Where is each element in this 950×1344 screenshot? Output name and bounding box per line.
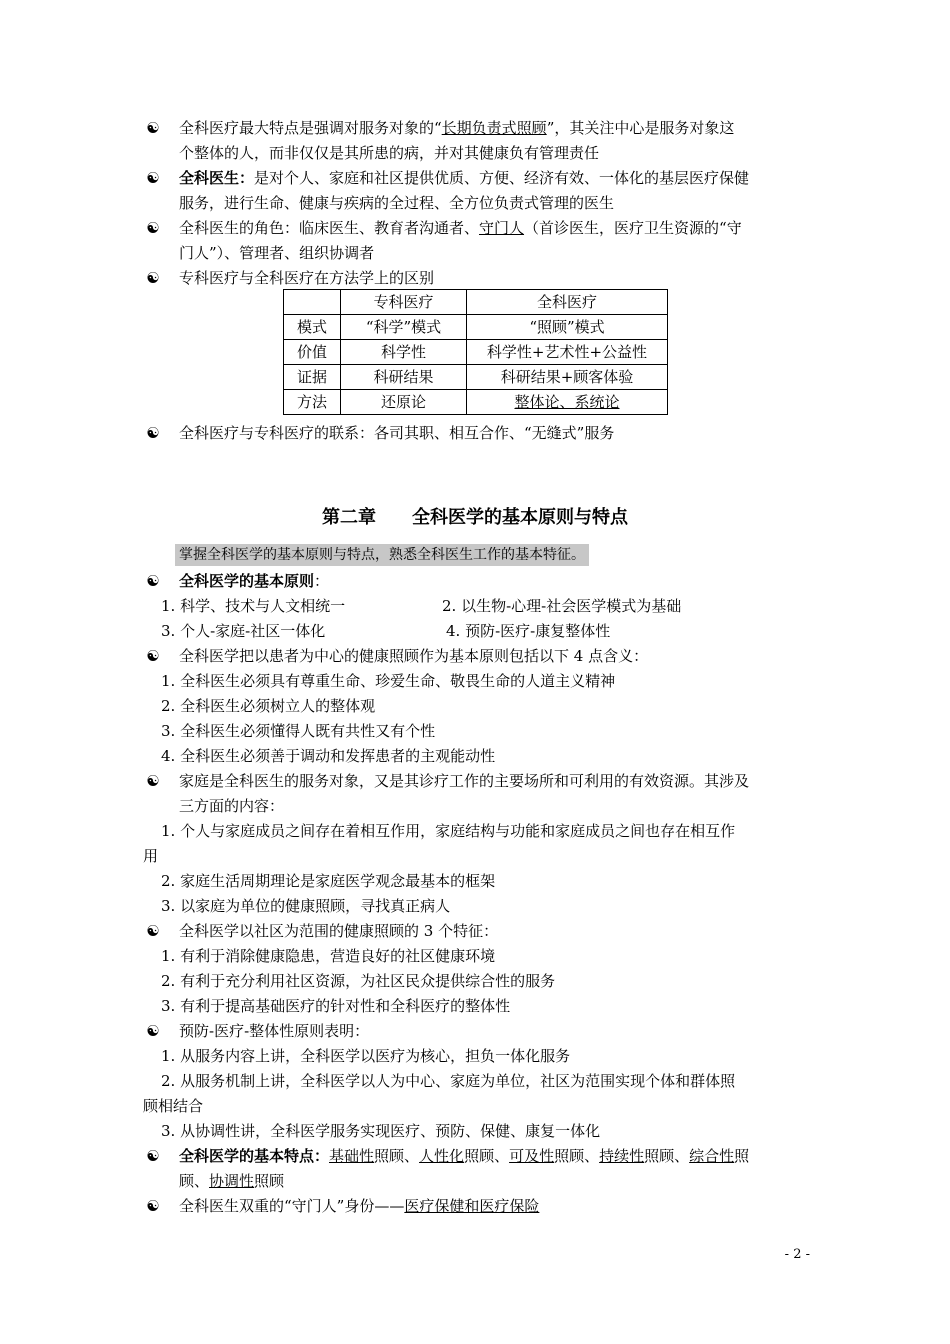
table-row: 价值 科学性 科学性+艺术性+公益性 [284,340,668,365]
yin-yang-icon: ☯ [146,219,160,237]
yin-yang-icon: ☯ [146,647,160,665]
yin-yang-icon: ☯ [146,1022,160,1040]
table-row: 模式 “科学”模式 “照顾”模式 [284,315,668,340]
chapter-heading: 第二章 全科医学的基本原则与特点 [322,507,628,528]
yin-yang-icon: ☯ [146,269,160,287]
document-page: ☯ 全科医疗最大特点是强调对服务对象的“长期负责式照顾”，其关注中心是服务对象这 个整体的人，而非仅仅是其所患的病，并对其健康负有管理责任 ☯ 全科医生：是对个人、家庭和社区提供优质、方便、经济有效、一体化的基层医疗保健 服务，进行生命、健康与疾病的全过程、全方位负责式管理的医生 ☯ 全科医生的角色：临床医生、教育者沟通者、守门人（首诊医生，医疗卫生资源的“守 门人”）、管理者、组织协调者 ☯ 专科医疗与全科医疗在方法学上的区别 专科医疗 全科医疗 模式 “科学”模式 “照顾”模式 价值 科学性 科学性+艺术性+公益性 证据 科研结果 科研结果+顾客体验 方法 还原论 整体论、系统论 ☯ 全科医疗与专科医疗的联系：各司其职、相互合作、“无缝式”服务 第二章 全科医学的基本原则与特点 掌握全科医学的基本原则与特点，熟悉全科医生工作的基本特征。 ☯ 全科医学的基本原则： 1. 科学、技术与人文相统一 2. 以生物-心理-社会医学模式为基础 3. 个人-家庭-社区一体化 4. 预防-医疗-康复整体性 ☯ 全科医学把以患者为中心的健康照顾作为基本原则包括以下 4 点含义： 1. 全科医生必须具有尊重生命、珍爱生命、敬畏生命的人道主义精神 2. 全科医生必须树立人的整体观 3. 全科医生必须懂得人既有共性又有个性 4. 全科医生必须善于调动和发挥患者的主观能动性 ☯ 家庭是全科医生的服务对象，又是其诊疗工作的主要场所和可利用的有效资源。其涉及 三方面的内容： 1. 个人与家庭成员之间存在着相互作用，家庭结构与功能和家庭成员之间也存在相互作 用 2. 家庭生活周期理论是家庭医学观念最基本的框架 3. 以家庭为单位的健康照顾，寻找真正病人 ☯ 全科医学以社区为范围的健康照顾的 3 个特征： 1. 有利于消除健康隐患，营造良好的社区健康环境 2. 有利于充分利用社区资源，为社区民众提供综合性的服务 3. 有利于提高基础医疗的针对性和全科医疗的整体性 ☯ 预防-医疗-整体性原则表明： 1. 从服务内容上讲，全科医学以医疗为核心，担负一体化服务 2. 从服务机制上讲，全科医学以人为中心、家庭为单位，社区为范围实现个体和群体照 顾相结合 3. 从协调性讲，全科医学服务实现医疗、预防、保健、康复一体化 ☯ 全科医学的基本特点：基础性照顾、人性化照顾、可及性照顾、持续性照顾、综合性照 顾、协调性照顾 ☯ 全科医生双重的“守门人”身份——医疗保健和医疗保险 - 2 - [0,0,950,1344]
yin-yang-icon: ☯ [146,169,160,187]
yin-yang-icon: ☯ [146,1197,160,1215]
table-header-row: 专科医疗 全科医疗 [284,290,668,315]
yin-yang-icon: ☯ [146,1147,160,1165]
table-row: 方法 还原论 整体论、系统论 [284,390,668,415]
table-row: 证据 科研结果 科研结果+顾客体验 [284,365,668,390]
learning-objective: 掌握全科医学的基本原则与特点，熟悉全科医生工作的基本特征。 [175,544,589,566]
yin-yang-icon: ☯ [146,424,160,442]
yin-yang-icon: ☯ [146,572,160,590]
comparison-table [283,289,668,415]
yin-yang-icon: ☯ [146,119,160,137]
yin-yang-icon: ☯ [146,772,160,790]
page-number: - 2 - [784,1247,810,1262]
yin-yang-icon: ☯ [146,922,160,940]
